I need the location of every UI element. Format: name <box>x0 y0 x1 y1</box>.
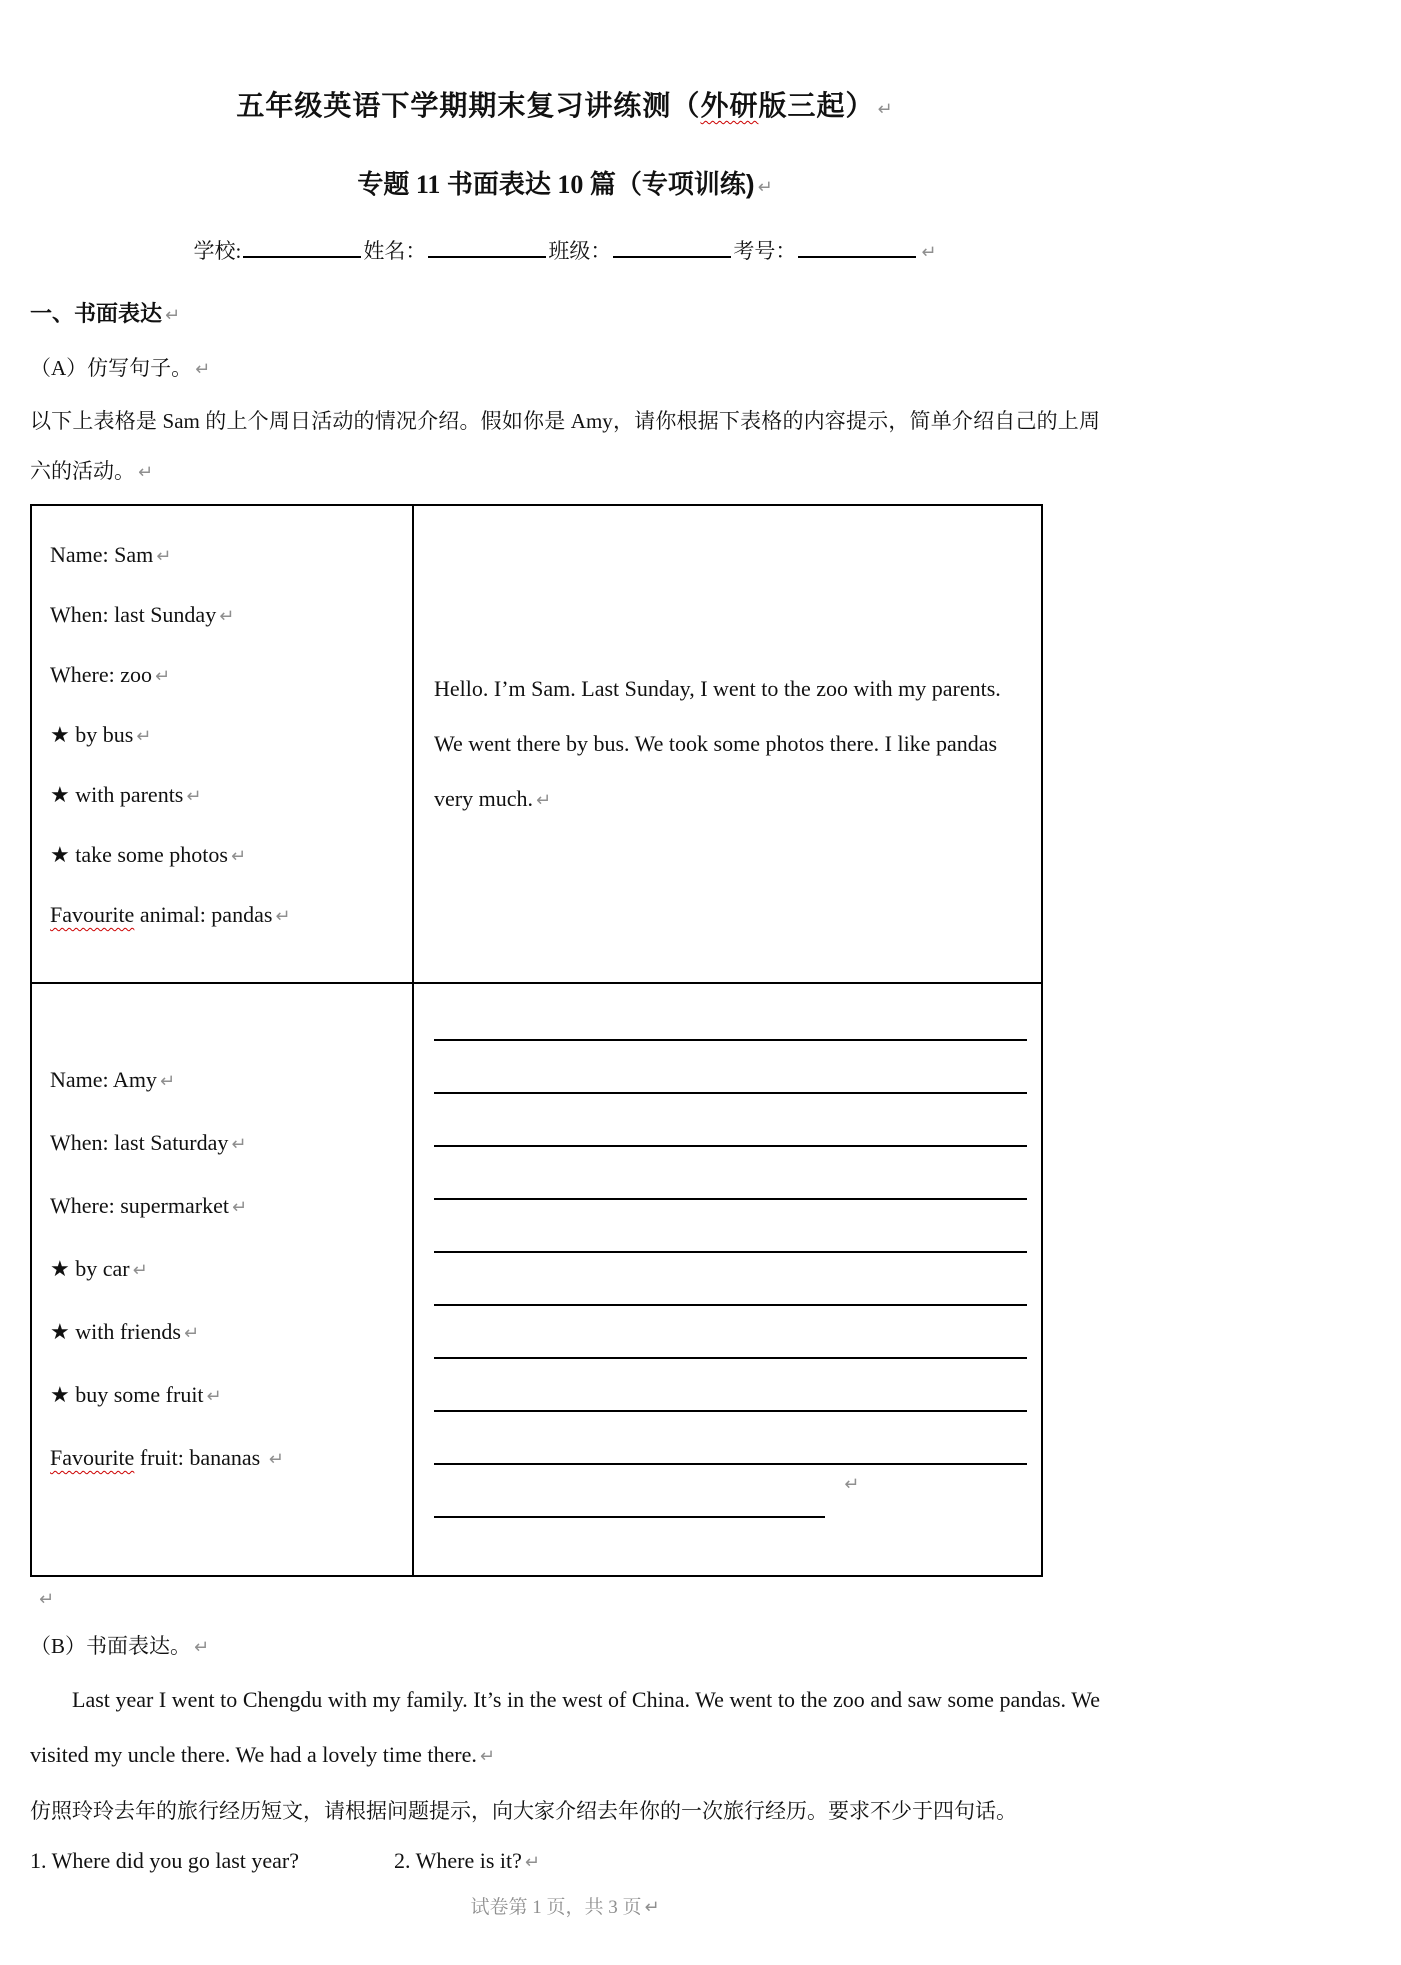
amy-favourite-word: Favourite <box>50 1445 135 1470</box>
paragraph-mark-icon: ↵ <box>156 546 172 567</box>
question-2: 2. Where is it? <box>394 1848 522 1873</box>
paragraph-mark-icon: ↵ <box>644 1897 660 1918</box>
topic-title <box>30 164 1100 201</box>
paper-title-pre: 五年级英语下学期期末复习讲练测（ <box>236 90 701 121</box>
amy-name <box>50 1064 402 1097</box>
sam-where-text: Where: zoo <box>50 662 152 687</box>
paragraph-mark-icon: ↵ <box>136 726 152 747</box>
paragraph-mark-icon: ↵ <box>159 1071 176 1092</box>
amy-point-1 <box>50 1253 402 1286</box>
part-b-model-text-body: Last year I went to Chengdu with my family. It’s in the west of China. We went to the zoo and saw some pandas. We visited my uncle there. We had a lovely time there. <box>30 1687 1100 1767</box>
amy-where-text: Where: supermarket <box>50 1193 229 1218</box>
paragraph-mark-icon: ↵ <box>275 906 291 927</box>
sam-name <box>50 539 402 572</box>
part-a-instruction <box>30 396 1100 498</box>
topic-title-serif: 专题 11 书面表达 10 篇（ <box>357 170 642 199</box>
sam-favourite-rest: animal: pandas <box>134 902 273 927</box>
paragraph-mark-icon: ↵ <box>194 1637 210 1658</box>
paragraph-mark-icon: ↵ <box>138 462 154 483</box>
amy-answer-cell <box>413 983 1042 1576</box>
amy-point-1-text: ★ by car <box>50 1256 130 1281</box>
amy-point-3 <box>50 1379 402 1412</box>
sam-where <box>50 659 402 692</box>
topic-title-bold: 专项训练) <box>641 169 755 199</box>
amy-point-3-text: ★ buy some fruit <box>50 1382 204 1407</box>
class-blank <box>613 236 731 258</box>
sam-favourite-word: Favourite <box>50 902 135 927</box>
part-b-instruction <box>30 1786 1100 1836</box>
name-blank <box>428 236 546 258</box>
sam-when <box>50 599 402 632</box>
table-row-amy <box>31 983 1042 1576</box>
sam-favourite <box>50 899 402 932</box>
name-label: 姓名： <box>363 239 427 263</box>
amy-point-2 <box>50 1316 402 1349</box>
answer-line <box>434 1412 1027 1465</box>
sam-name-text: Name: Sam <box>50 542 154 567</box>
amy-favourite-rest: fruit: bananas <box>134 1445 261 1470</box>
exam-no-label: 考号： <box>733 239 797 263</box>
sam-point-1 <box>50 719 402 752</box>
answer-line <box>434 1094 1027 1147</box>
paragraph-mark-icon: ↵ <box>206 1386 222 1407</box>
amy-where <box>50 1190 402 1223</box>
section-1-heading <box>30 297 1100 328</box>
sam-point-2-text: ★ with parents <box>50 782 184 807</box>
paragraph-mark-icon: ↵ <box>219 606 235 627</box>
amy-name-text: Name: Amy <box>50 1067 157 1092</box>
part-a-heading-text: （A）仿写句子。 <box>30 356 193 380</box>
page-number-text: 试卷第 1 页，共 3 页 <box>470 1897 642 1918</box>
answer-line <box>434 1253 1027 1306</box>
paragraph-mark-icon: ↵ <box>877 99 894 120</box>
paragraph-mark-icon: ↵ <box>165 305 181 326</box>
class-label: 班级： <box>548 239 612 263</box>
part-b-model-text <box>30 1672 1100 1784</box>
sam-when-text: When: last Sunday <box>50 602 217 627</box>
paragraph-mark-icon: ↵ <box>195 359 211 380</box>
part-a-instruction-text: 以下上表格是 Sam 的上个周日活动的情况介绍。假如你是 Amy，请你根据下表格的内容提示，简单介绍自己的上周六的活动。 <box>30 409 1100 483</box>
paragraph-mark-icon: ↵ <box>479 1746 495 1767</box>
paragraph-mark-icon: ↵ <box>155 666 171 687</box>
sam-point-3 <box>50 839 402 872</box>
prompt-questions <box>30 1848 1100 1874</box>
empty-paragraph <box>36 1589 1100 1610</box>
student-info-line <box>30 235 1100 265</box>
sam-prompt-cell <box>31 505 413 983</box>
paper-title-spellcheck: 外研 <box>700 90 759 121</box>
paragraph-mark-icon: ↵ <box>757 177 773 198</box>
paragraph-mark-icon: ↵ <box>39 1589 55 1610</box>
sam-point-2 <box>50 779 402 812</box>
section-1-heading-text: 一、书面表达 <box>30 301 163 326</box>
school-label: 学校: <box>193 239 242 263</box>
answer-line <box>434 1359 1027 1412</box>
answer-line <box>434 1306 1027 1359</box>
sam-sample-cell <box>413 505 1042 983</box>
amy-prompt-cell <box>31 983 413 1576</box>
amy-when-text: When: last Saturday <box>50 1130 229 1155</box>
answer-line-last <box>434 1465 860 1518</box>
page-content <box>30 84 1100 1919</box>
part-a-heading <box>30 352 1100 382</box>
paragraph-mark-icon: ↵ <box>524 1852 540 1873</box>
writing-prompt-table <box>30 504 1043 1577</box>
answer-line <box>434 1147 1027 1200</box>
part-b-heading <box>30 1630 1100 1660</box>
school-blank <box>243 236 361 258</box>
paper-title <box>30 84 1100 124</box>
paragraph-mark-icon: ↵ <box>268 1449 284 1470</box>
answer-line <box>434 988 1027 1041</box>
answer-line <box>434 1200 1027 1253</box>
page-footer <box>30 1892 1100 1919</box>
table-row-sam <box>31 505 1042 983</box>
paragraph-mark-icon: ↵ <box>921 242 937 263</box>
paragraph-mark-icon: ↵ <box>231 1197 248 1218</box>
amy-favourite <box>50 1442 402 1475</box>
paragraph-mark-icon: ↵ <box>183 1323 200 1344</box>
exam-no-blank <box>798 236 916 258</box>
question-1: 1. Where did you go last year? <box>30 1848 300 1873</box>
sam-point-3-text: ★ take some photos <box>50 842 228 867</box>
answer-line <box>434 1041 1027 1094</box>
paragraph-mark-icon: ↵ <box>535 789 552 811</box>
sam-sample-text: Hello. I’m Sam. Last Sunday, I went to the zoo with my parents. We went there by bus. We took some photos there. I like pandas very much. <box>434 675 1001 811</box>
part-b-heading-text: （B）书面表达。 <box>30 1634 192 1658</box>
sam-point-1-text: ★ by bus <box>50 722 134 747</box>
part-b-instruction-text: 仿照玲玲去年的旅行经历短文，请根据问题提示，向大家介绍去年你的一次旅行经历。要求不少于四句话。 <box>30 1799 1017 1823</box>
amy-when <box>50 1127 402 1160</box>
paragraph-mark-icon: ↵ <box>844 1474 860 1495</box>
paragraph-mark-icon: ↵ <box>186 786 202 807</box>
paragraph-mark-icon: ↵ <box>231 1134 247 1155</box>
paragraph-mark-icon: ↵ <box>230 846 247 867</box>
paper-title-post: 版三起） <box>758 90 875 121</box>
amy-point-2-text: ★ with friends <box>50 1319 181 1344</box>
paragraph-mark-icon: ↵ <box>132 1260 148 1281</box>
